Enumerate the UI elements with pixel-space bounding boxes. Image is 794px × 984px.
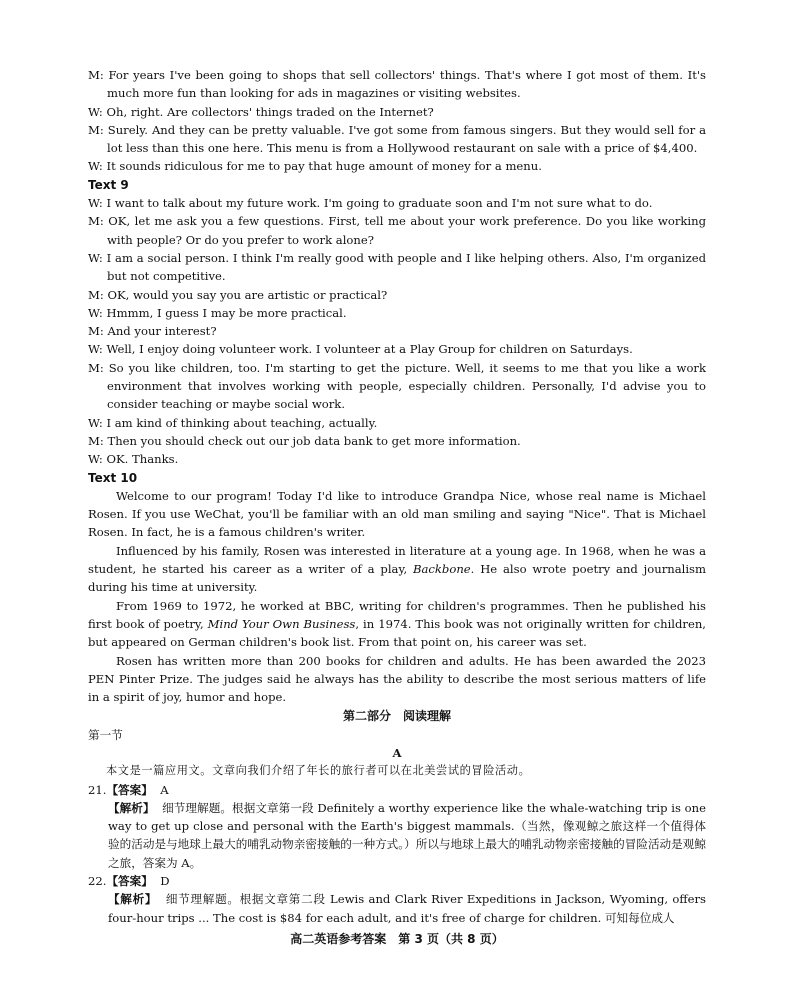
dialogue-line: W: It sounds ridiculous for me to pay that huge amount of money for a menu. xyxy=(88,159,542,174)
answer-tag: 【答案】 xyxy=(106,874,153,889)
paragraph-text: Influenced by his family, Rosen was interested in literature at a young age. In 1968, when he was a student, he started his career as a writer of a play, xyxy=(88,543,706,577)
text10-heading: Text 10 xyxy=(88,470,138,485)
dialogue-line: W: Hmmm, I guess I may be more practical. xyxy=(88,305,347,320)
dialogue-line: M: For years I've been going to shops that sell collectors' things. That's where I got most of them. It's much more fun than looking for ads in magazines or visiting websites. xyxy=(88,68,706,101)
dialogue-line: M: So you like children, too. I'm starting to get the picture. Well, it seems to me that you like a work environment that involves working with people, especially children. Personally, I'd advise you to consider teaching or maybe social work. xyxy=(88,360,706,412)
dialogue-line: M: Surely. And they can be pretty valuable. I've got some from famous singers. But they would sell for a lot less than this one here. This menu is from a Hollywood restaurant on sale with a price of $4,400. xyxy=(88,122,706,156)
dialogue-line: M: Then you should check out our job data bank to get more information. xyxy=(88,433,521,448)
dialogue-line: M: And your interest? xyxy=(88,324,217,339)
dialogue-line: W: Oh, right. Are collectors' things traded on the Internet? xyxy=(88,104,434,119)
dialogue-line: W: Well, I enjoy doing volunteer work. I volunteer at a Play Group for children on Saturdays. xyxy=(88,342,633,357)
analysis-block xyxy=(88,799,706,872)
paragraph-text: , in 1974. This book was not originally written for children, but appeared on German children's book list. From that point on, his career was set. xyxy=(88,616,706,650)
paragraph-text: . He also wrote poetry and journalism during his time at university. xyxy=(88,562,707,595)
text9-heading: Text 9 xyxy=(88,177,129,192)
page-footer: 高二英语参考答案 第 3 页（共 8 页） xyxy=(290,932,504,946)
question-number: 21. xyxy=(88,782,107,797)
analysis-tag: 【解析】 xyxy=(108,892,158,907)
dialogue-line: M: OK, would you say you are artistic or practical? xyxy=(88,287,388,302)
monologue-paragraph: Welcome to our program! Today I'd like to introduce Grandpa Nice, whose real name is Michael Rosen. If you use WeChat, you'll be familiar with an old man smiling and saying "Nice". That is Michael Rosen. In fact, he is a famous children's writer. xyxy=(88,488,706,540)
passage-label: A xyxy=(392,745,402,760)
page-content xyxy=(88,66,706,927)
paragraph-text: From 1969 to 1972, he worked at BBC, writing for children's programmes. Then he published his first book of poetry, xyxy=(88,598,706,631)
dialogue-line: W: I am a social person. I think I'm really good with people and I like helping others. Also, I'm organized but not competitive. xyxy=(88,250,706,284)
play-title: Backbone xyxy=(412,562,471,577)
analysis-text: 细节理解题。根据文章第一段 Definitely a worthy experience like the whale-watching trip is one way to get up close and personal with the Earth's biggest mammals.（当然，像观鲸之旅这样一个值得体验的活动是与地球上最大的哺乳动物亲密接触的一种方式。）所以与地球上最大的哺乳动物亲密接触的冒险活动是观鲸之旅，答案为 A。 xyxy=(108,800,706,870)
answer-value: A xyxy=(160,782,169,797)
monologue-paragraph xyxy=(88,597,706,652)
dialogue-line: W: OK. Thanks. xyxy=(88,452,179,467)
answer-tag: 【答案】 xyxy=(106,782,153,797)
monologue-paragraph: Rosen has written more than 200 books for children and adults. He has been awarded the 2023 PEN Pinter Prize. The judges said he always has the ability to describe the most serious matters of life in a spirit of joy, humor and hope. xyxy=(88,653,706,705)
dialogue-line: M: OK, let me ask you a few questions. First, tell me about your work preference. Do you like working with people? Or do you prefer to work alone? xyxy=(88,214,706,247)
analysis-tag: 【解析】 xyxy=(108,800,155,815)
dialogue-line: W: I am kind of thinking about teaching, actually. xyxy=(88,415,378,430)
question-answer-line xyxy=(88,781,706,799)
book-title: Mind Your Own Business xyxy=(207,616,356,631)
dialogue-line: W: I want to talk about my future work. I'm going to graduate soon and I'm not sure what to do. xyxy=(88,196,653,211)
part2-title: 第二部分 阅读理解 xyxy=(342,709,451,724)
question-number: 22. xyxy=(88,874,107,889)
question-answer-line xyxy=(88,872,706,890)
section-label: 第一节 xyxy=(88,727,123,742)
answer-value: D xyxy=(160,874,170,889)
passage-summary: 本文是一篇应用文。文章向我们介绍了年长的旅行者可以在北美尝试的冒险活动。 xyxy=(106,764,531,778)
analysis-block xyxy=(88,890,706,927)
analysis-text: 细节理解题。根据文章第二段 Lewis and Clark River Expeditions in Jackson, Wyoming, offers four-hour trips ... The cost is $84 for each adult, and it's free of charge for children. 可知每位成人 xyxy=(108,892,706,925)
monologue-paragraph xyxy=(88,542,706,597)
